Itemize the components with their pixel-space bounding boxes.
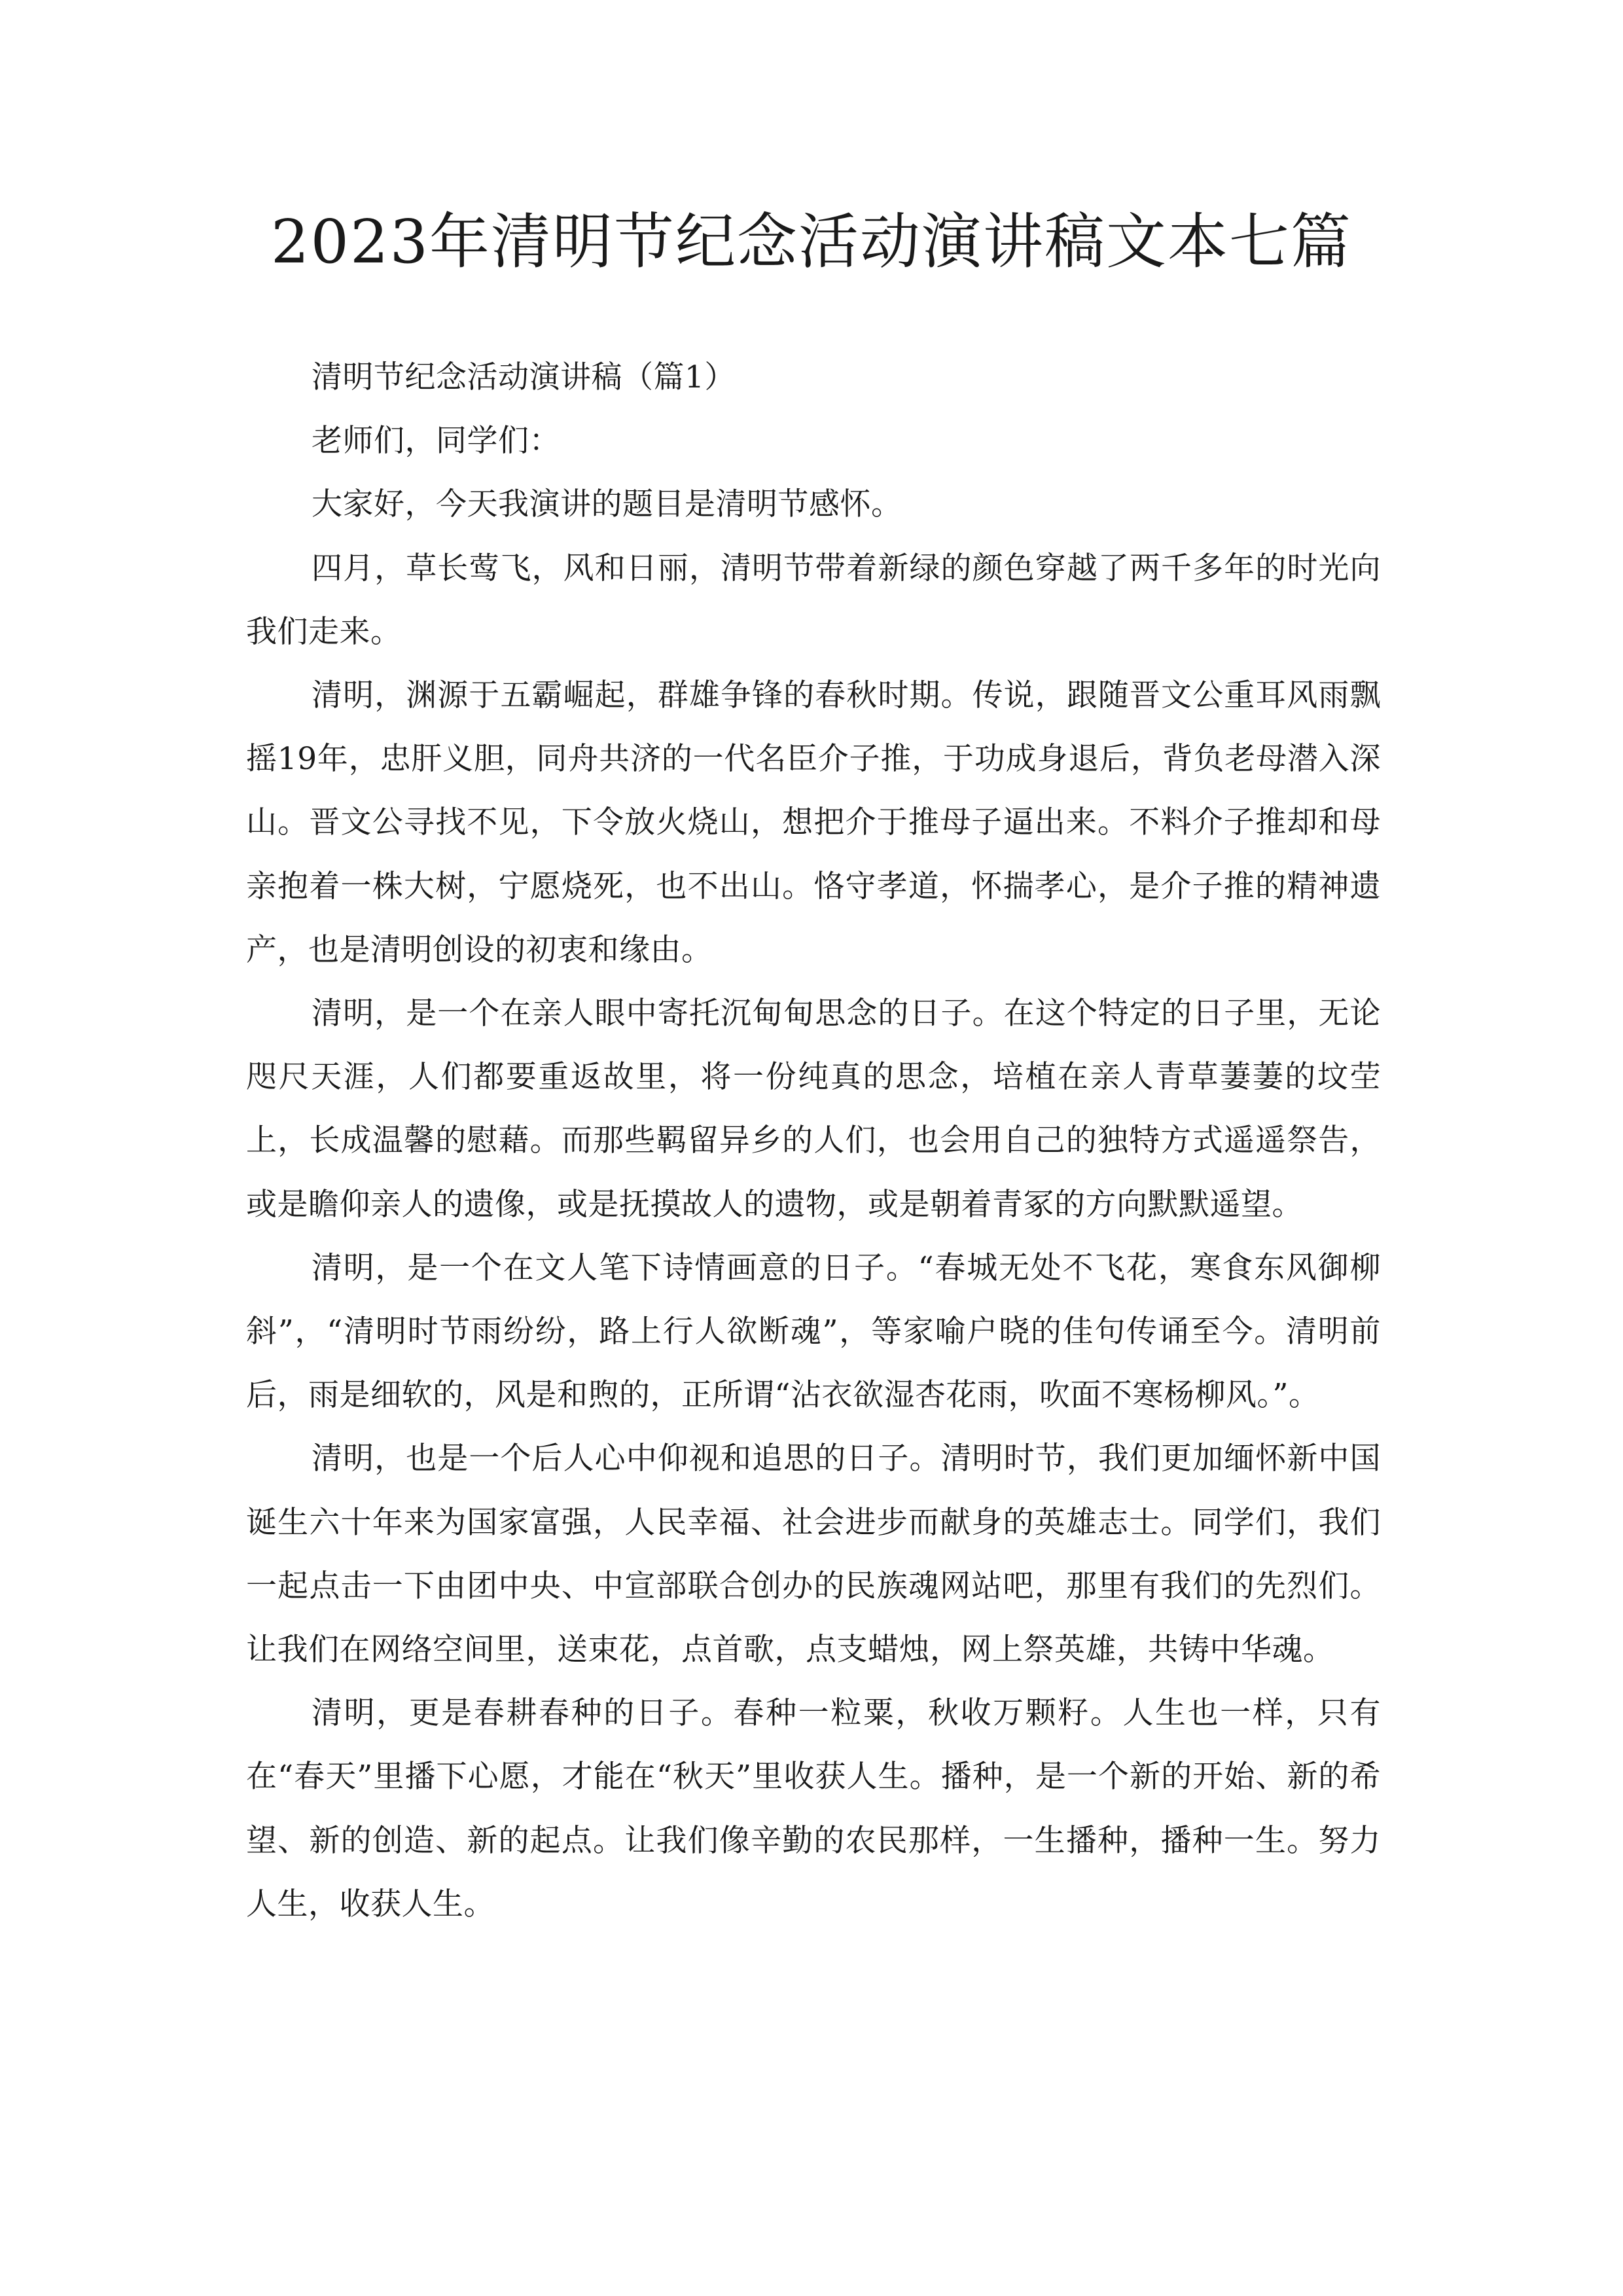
paragraph-greeting: 大家好，今天我演讲的题目是清明节感怀。 xyxy=(312,486,902,523)
paragraph-family-memory: 清明，是一个在亲人眼中寄托沉甸甸思念的日子。在这个特定的日子里，无论咫尺天涯，人们都要重返故里，将一份纯真的思念，培植在亲人青草萋萋的坟茔上，长成温馨的慰藉。而那些羁留异乡的人们，也会用自己的独特方式遥遥祭告，或是瞻仰亲人的遗像，或是抚摸故人的遗物，或是朝着青冢的方向默默遥望。 xyxy=(246,996,1381,1223)
paragraph-poetry: 清明，是一个在文人笔下诗情画意的日子。“春城无处不飞花，寒食东风御柳斜”，“清明时节雨纷纷，路上行人欲断魂”，等家喻户晓的佳句传诵至今。清明前后，雨是细软的，风是和煦的，正所谓“沾衣欲湿杏花雨，吹面不寒杨柳风。”。 xyxy=(246,1249,1381,1414)
document-body xyxy=(246,346,1381,1936)
paragraph-salutation: 老师们，同学们： xyxy=(312,423,560,459)
document-title: 2023年清明节纪念活动演讲稿文本七篇 xyxy=(270,207,1353,277)
paragraph-section-heading: 清明节纪念活动演讲稿（篇1） xyxy=(312,359,736,395)
paragraph-april: 四月，草长莺飞，风和日丽，清明节带着新绿的颜色穿越了两千多年的时光向我们走来。 xyxy=(246,550,1381,650)
paragraph-heroes: 清明，也是一个后人心中仰视和追思的日子。清明时节，我们更加缅怀新中国诞生六十年来为国家富强，人民幸福、社会进步而献身的英雄志士。同学们，我们一起点击一下由团中央、中宣部联合创办的民族魂网站吧，那里有我们的先烈们。让我们在网络空间里，送束花，点首歌，点支蜡烛，网上祭英雄，共铸中华魂。 xyxy=(246,1441,1381,1668)
paragraph-origin: 清明，渊源于五霸崛起，群雄争锋的春秋时期。传说，跟随晋文公重耳风雨飘摇19年，忠肝义胆，同舟共济的一代名臣介子推，于功成身退后，背负老母潜入深山。晋文公寻找不见，下令放火烧山，想把介于推母子逼出来。不料介子推却和母亲抱着一株大树，宁愿烧死，也不出山。恪守孝道，怀揣孝心，是介子推的精神遗产，也是清明创设的初衷和缘由。 xyxy=(246,677,1381,968)
paragraph-spring-planting: 清明，更是春耕春种的日子。春种一粒粟，秋收万颗籽。人生也一样，只有在“春天”里播下心愿，才能在“秋天”里收获人生。播种，是一个新的开始、新的希望、新的创造、新的起点。让我们像辛勤的农民那样，一生播种，播种一生。努力人生，收获人生。 xyxy=(246,1695,1381,1922)
